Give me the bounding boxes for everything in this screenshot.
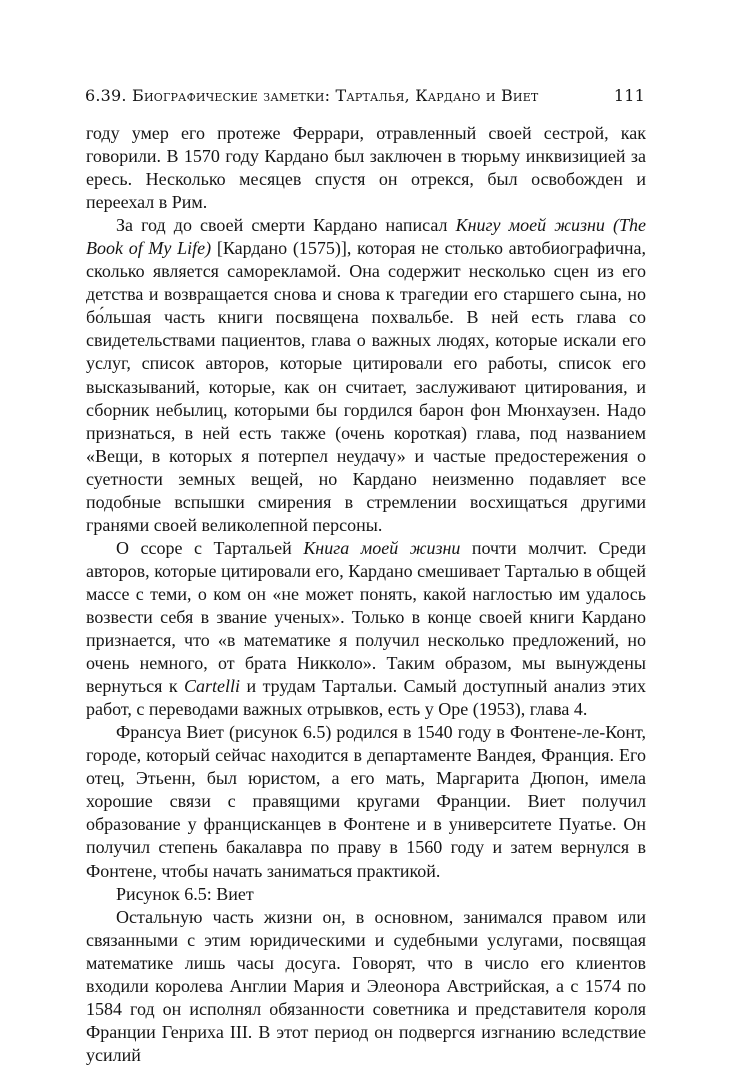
figure-caption: Рисунок 6.5: Виет bbox=[116, 883, 254, 904]
paragraph-4: Франсуа Виет (рисунок 6.5) родился в 1540 году в Фонтене-ле-Конт, городе, который сейчас находится в департаменте Вандея, Франция. Его отец, Этьенн, был юристом, а его мать, Маргарита Дюпон, имела хорошие связи с правящими кругами Франции. Виет получил образование у францисканцев в Фонтене и в университете Пуатье. Он получил степень бакалавра по праву в 1560 году и затем вернулся в Фонтене, чтобы начать заниматься практикой. bbox=[86, 722, 646, 881]
paragraph-3: О ссоре с Тартальей Книга моей жизни почти молчит. Среди авторов, которые цитировали его, Кардано смешивает Тарталью в общей массе с теми, о ком он «не может понять, какой наглостью им удалось возвести себя в звание ученых». Только в конце своей книги Кардано признается, что «в математике я получил несколько предложений, но очень немного, от брата Никколо». Таким образом, мы вынуждены вернуться к Cartelli и трудам Тартальи. Самый доступный анализ этих работ, с переводами важных отрывков, есть у Оре (1953), глава 4. bbox=[86, 537, 646, 720]
section-title: 6.39. Биографические заметки: Тарталья, Кардано и Виет bbox=[85, 86, 539, 105]
main-text bbox=[86, 122, 646, 1067]
book-title-italic: Книгу моей жизни (The Book of My Life) bbox=[86, 215, 647, 259]
book-title-italic: Книга моей жизни bbox=[303, 537, 461, 558]
paragraph-5: Остальную часть жизни он, в основном, занимался правом или связанными с этим юридическими и судебными услугами, посвящая математике лишь часы досуга. Говорят, что в число его клиентов входили королева Англии Мария и Элеонора Австрийская, а с 1574 по 1584 год он исполнял обязанности советника и представителя короля Франции Генриха III. В этот период он подвергся изгнанию вследствие усилий bbox=[86, 906, 646, 1065]
paragraph-1: году умер его протеже Феррари, отравленный своей сестрой, как говорили. В 1570 году Кардано был заключен в тюрьму инквизицией за ересь. Несколько месяцев спустя он отрекся, был освобожден и переехал в Рим. bbox=[86, 123, 646, 213]
page-number: 111 bbox=[613, 86, 645, 105]
running-header bbox=[85, 84, 645, 108]
cartelli-italic: Cartelli bbox=[184, 676, 241, 697]
paragraph-2: За год до своей смерти Кардано написал Книгу моей жизни (The Book of My Life) [Кардано (1575)], которая не столько автобиографична, сколько является саморекламой. Она содержит несколько сцен из его детства и возвращается снова и снова к трагедии его старшего сына, но бо́льшая часть книги посвящена похвальбе. В ней есть глава со свидетельствами пациентов, глава о важных людях, которые искали его услуг, список авторов, которые цитировали его работы, список его высказываний, которые, как он считает, заслуживают цитирования, и сборник небылиц, которыми бы гордился барон фон Мюнхаузен. Надо признаться, в ней есть также (очень короткая) глава, под названием «Вещи, в которых я потерпел неудачу» и частые предостережения о суетности земных вещей, но Кардано неизменно подавляет все подобные вспышки смирения в стремлении восхищаться другими гранями своей великолепной персоны. bbox=[86, 215, 647, 535]
